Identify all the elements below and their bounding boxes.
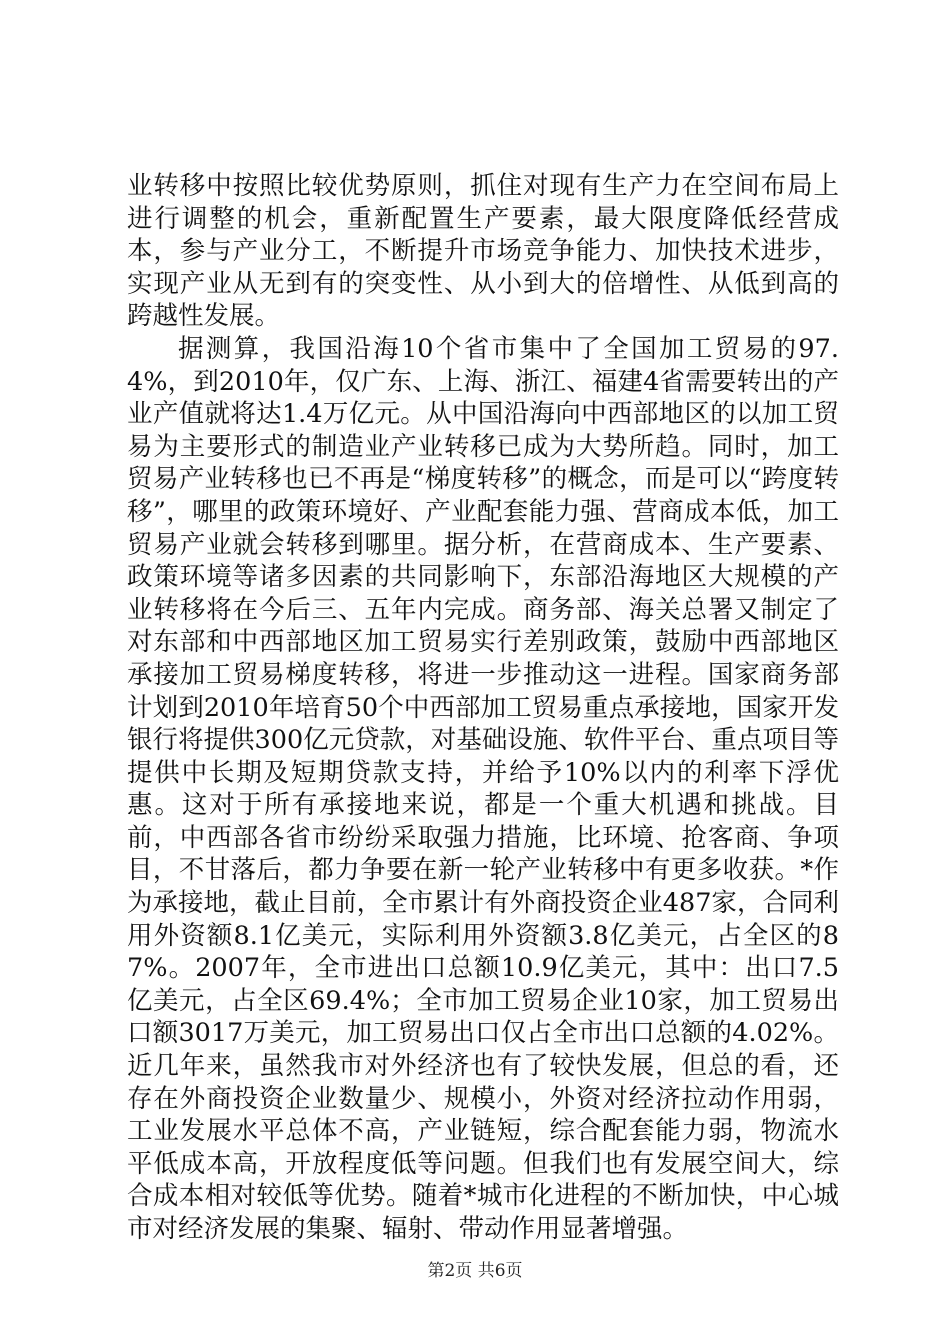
document-body [127,170,839,1246]
page-number: 第2页 共6页 [427,1261,523,1281]
paragraph-2: 据测算，我国沿海10个省市集中了全国加工贸易的97.4%，到2010年，仅广东、上海、浙江、福建4省需要转出的产业产值就将达1.4万亿元。从中国沿海向中西部地区的以加工贸易为主要形式的制造业产业转移已成为大势所趋。同时，加工贸易产业转移也已不再是“梯度转移”的概念，而是可以“跨度转移”，哪里的政策环境好、产业配套能力强、营商成本低，加工贸易产业就会转移到哪里。据分析，在营商成本、生产要素、政策环境等诸多因素的共同影响下，东部沿海地区大规模的产业转移将在今后三、五年内完成。商务部、海关总署又制定了对东部和中西部地区加工贸易实行差别政策，鼓励中西部地区承接加工贸易梯度转移，将进一步推动这一进程。国家商务部计划到2010年培育50个中西部加工贸易重点承接地，国家开发银行将提供300亿元贷款，对基础设施、软件平台、重点项目等提供中长期及短期贷款支持，并给予10%以内的利率下浮优惠。这对于所有承接地来说，都是一个重大机遇和挑战。目前，中西部各省市纷纷采取强力措施，比环境、抢客商、争项目，不甘落后，都力争要在新一轮产业转移中有更多收获。*作为承接地，截止目前，全市累计有外商投资企业487家，合同利用外资额8.1亿美元，实际利用外资额3.8亿美元，占全区的87%。2007年，全市进出口总额10.9亿美元，其中：出口7.5亿美元，占全区69.4%；全市加工贸易企业10家，加工贸易出口额3017万美元，加工贸易出口仅占全市出口总额的4.02%。近几年来，虽然我市对外经济也有了较快发展，但总的看，还存在外商投资企业数量少、规模小，外资对经济拉动作用弱，工业发展水平总体不高，产业链短，综合配套能力弱，物流水平低成本高，开放程度低等问题。但我们也有发展空间大，综合成本相对较低等优势。随着*城市化进程的不断加快，中心城市对经济发展的集聚、辐射、带动作用显著增强。 [127,333,839,1244]
page-footer [0,1261,950,1281]
paragraph-1: 业转移中按照比较优势原则，抓住对现有生产力在空间布局上进行调整的机会，重新配置生产要素，最大限度降低经营成本，参与产业分工，不断提升市场竞争能力、加快技术进步，实现产业从无到有的突变性、从小到大的倍增性、从低到高的跨越性发展。 [127,171,839,332]
